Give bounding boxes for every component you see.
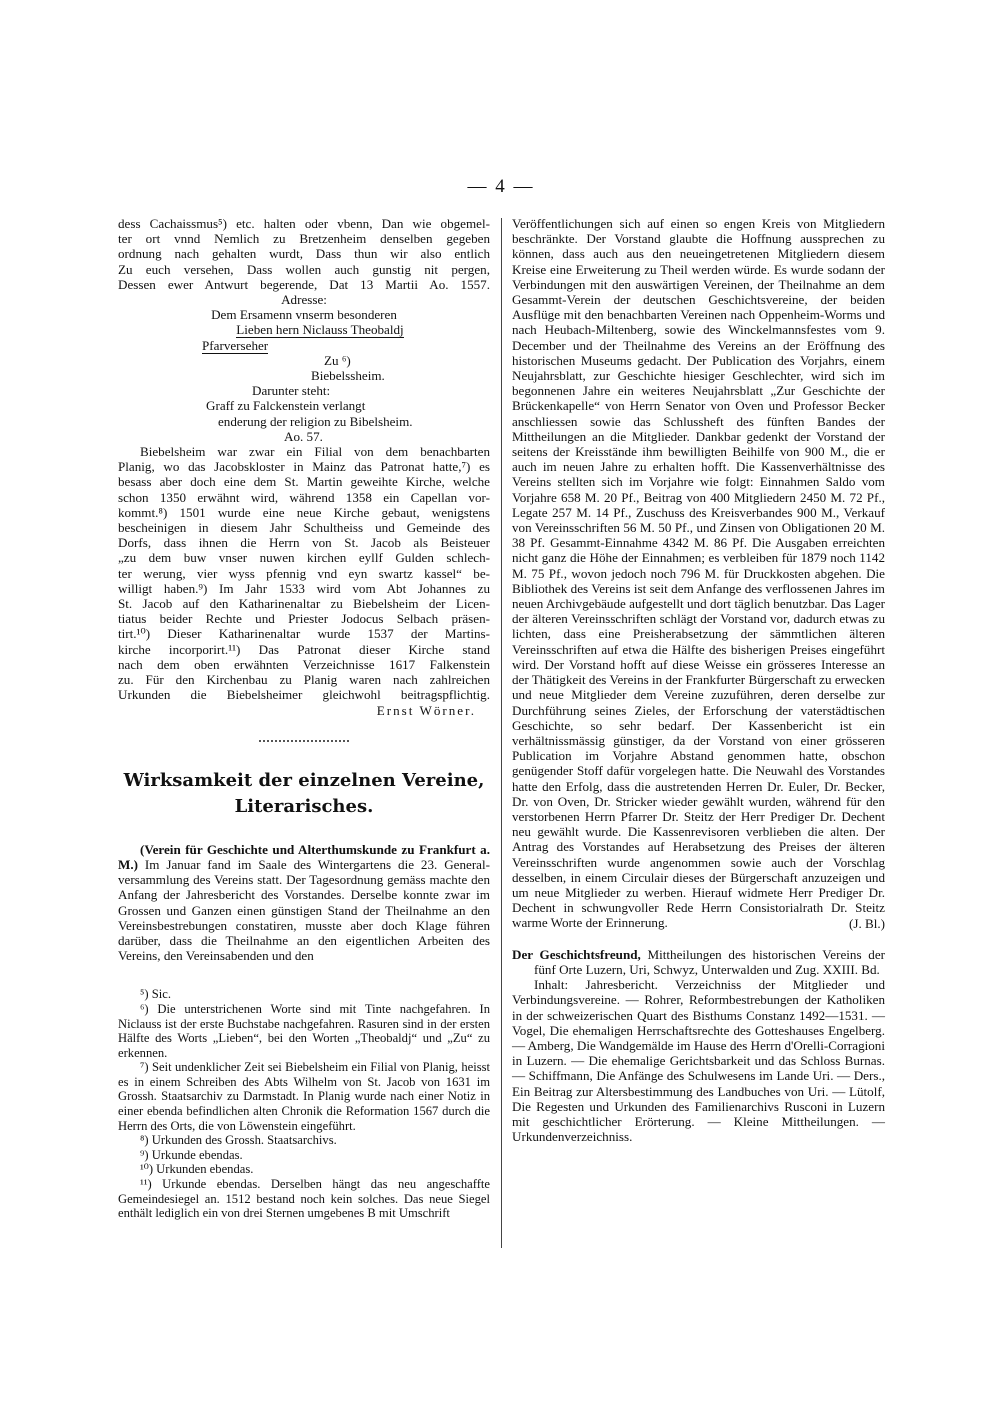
journal-contents: Inhalt: Jahresbericht. Verzeichniss der Mitglieder und Verbindungsvereine. — Rohrer, Reformbestrebungen der Katholiken in der schweizerischen Quart des Bisthums Constanz 1492—1531. — Vogel, Die ehemaligen Herrschaftsrechte des Gotteshauses Engelberg. — Amberg, Die Wandgemälde im Hause des Herrn d'Orelli-Corragioni in Luzern. — Die ehemalige Gerichtsbarkeit und das Schloss Burnas. — Schiffmann, Die Anfänge des Schulwesens im Lande Uri. — Ders., Ein Beitrag zur Altersbestimmung des Landbuches von Uri. — Lütolf, Die Regesten und Urkunden des Familienarchivs Rusconi in Luzern mit geschichtlicher Erörterung. — Kleine Mittheilungen. — Urkundenverzeichniss. (512, 977, 885, 1145)
footnote: ⁵) Sic. (140, 987, 171, 1002)
endorsement-line: Graff zu Falckenstein verlangt (206, 398, 366, 414)
journal-description: Mittheilungen des historischen Vereins der fünf Orte Luzern, Uri, Schwyz, Unterwalden und Zug. XXIII. Bd. (534, 946, 885, 977)
footnote: ⁸) Urkunden des Grossh. Staatsarchivs. (140, 1133, 337, 1148)
letter-line: Dessen ewer Antwurt begerende, Dat 13 Martii Ao. 1557. (118, 276, 490, 292)
body-line: kommt.⁸) 1501 wurde eine neue Kirche gebaut, wenigstens (118, 504, 490, 520)
address-line: Biebelssheim. (311, 368, 385, 384)
address-line (118, 338, 490, 353)
body-line: tirt.¹⁰) Dieser Katharinenaltar wurde 1537 der Martins- (118, 626, 490, 642)
body-line: zu. Für den Kirchenbau zu Planig waren nach zahlreichen (118, 672, 490, 688)
page-number: — 4 — (467, 176, 535, 197)
journal-title: Der Geschichtsfreund, (512, 946, 641, 962)
endorsement-line: Ao. 57. (284, 428, 323, 444)
letter-line: dess Cachaissmus⁵) etc. halten oder vbenn, Dan wie obgemel- (118, 216, 490, 231)
journal-entry (512, 947, 885, 977)
body-line: Biebelsheim war zwar ein Filial von dem benachbarten (140, 444, 490, 460)
section-ornament (259, 740, 349, 742)
author-signature: Ernst Wörner. (376, 702, 476, 718)
body-line: tiatus beider Rechte und Priester Jodocus Selbach präsen- (118, 611, 490, 627)
footnote: ¹⁰) Urkunden ebendas. (140, 1162, 254, 1177)
column-divider (501, 218, 502, 1248)
section-heading: Wirksamkeit der einzelnen Vereine, (123, 769, 485, 791)
body-line: ter werung, vier wyss pfennig vnd eyn swartz kassel“ be- (118, 565, 490, 581)
report-paragraph: Veröffentlichungen sich auf einen so engen Kreis von Mitgliedern beschränkte. Der Vorstand glaubte die Hoffnung aussprechen zu können, dass auch aus den neueingetretenen Mitgliedern diesem Kreise eine Erweiterung zu Theil werden würde. Es wurde sodann der Verbindungen mit den auswärtigen Vereinen, der Theilnahme an dem Gesammt-Verein der deutschen Geschichtsvereine, der beiden Ausflüge mit den benachbarten Vereinen nach Oppenheim-Worms und nach Heubach-Miltenberg, sowie des Winckelmannsfestes vom 9. December und der Theilnahme des Vereins an der Eröffnung des historischen Museums gedacht. Der Publication des Vorjahrs, einem Neujahrsblatt, zur Geschichte hiesiger Geschlechter, wird sich im begonnenen Jahre ein weiteres Neujahrsblatt „Zur Geschichte der Brückenkapelle“ von Herrn Senator von Oven und Professor Becker anschliessen sowie das Schlussheft des fünften Bandes der Mittheilungen an die Mitglieder. Dankbar gedenkt der Vorstand der seitens der Kreisstände ihm bewilligten Beihilfe von 900 M., die er auch im neuen Jahre zu erhalten hofft. Die Kassenverhältnisse des Vereins stellten sich im Vorjahre wie folgt: Einnahmen Saldo vom Vorjahre 658 M. 20 Pf., Beitrag von 400 Mitgliedern 2450 M. 72 Pf., Legate 257 M. 14 Pf., Zuschuss des Kreisverbandes 900 M., Verkauf von Vereinsschriften 56 M. 50 Pf., und Zinsen von Obligationen 20 M. 38 Pf. Gesammt-Einnahme 4342 M. 86 Pf. Die Ausgaben erreichten nicht ganz die Höhe der Einnahmen; es verbleiben für 1879 noch 1142 M. 75 Pf., wovon jedoch noch 796 M. für Druckkosten abgehen. Die Bibliothek des Vereins ist seit dem Anfange des verflossenen Jahres im neuen Archivgebäude aufgestellt und dort täglich benutzbar. Das Lager der älteren Vereinsschriften schlägt der Vorstand vor, dadurch etwas zu lichten, dass eine Preisherabsetzung der sämmtlichen älteren Vereinsschriften auf etwa die Hälfte des bisherigen Preises eingeführt wird. Der Vorstand hofft auf diese Weisse ein grösseres Interesse an der Thätigkeit des Vereins in der Frankfurter Bürgerschaft zu erwecken und neue Mitglieder dem Vereine zuzuführen, deren derselbe zur Durchführung seines Zieles, der Erforschung der vaterstädtischen Geschichte, so sehr bedarf. Der Kassenbericht ist ein verhältnissmässig günstiger, da der Vorstand von einer grösseren Publication im Vorjahre Abstand genommen hatte, obschon genügender Stoff dafür vorgelegen hatte. Die Neuwahl des Vorstandes hatte den Erfolg, dass die austretenden Herren Dr. Euler, Dr. Becker, Dr. von Oven, Dr. Stricker wieder gewählt wurden, während für den verstorbenen Herrn Pfarrer Dr. Steitz der Herr Prediger Dr. Dechent neu gewählt wurde. Die Kassenrevisoren verblieben die alten. Der Antrag des Vorstandes auf Herabsetzung des Preises der älteren Vereinsschriften wurde angenommen sowie auch der Vorschlag desselben, in einem Circulair dieses der Bürgerschaft anzuzeigen und um neue Mitglieder zu werben. Hierauf widmete Herr Prediger Dr. Dechent in schwungvoller Rede Herrn Consistorialrath Dr. Steitz warme Worte der Erinnerung. (512, 216, 885, 931)
body-line: Dorfs, dass ihnen die Herrn von St. Jacob als Beisteuer (118, 535, 490, 551)
body-line: nach dem oben erwähnten Verzeichnisse 1617 Falkenstein (118, 656, 490, 672)
verein-text: Im Januar fand im Saale des Wintergartens die 23. General-versammlung des Vereins statt. Der Tagesordnung gemäss machte den Anfang der Jahresbericht des Vorstandes. Derselbe konnte zwar im Grossen und Ganzen einen günstigen Stand der Theilnahme an den Vereinsbestrebungen constatiren, musste aber doch Klage führen darüber, dass die Theilnahme an den eigentlichen Arbeiten des Vereins, den Vereinsabenden und den (118, 856, 490, 964)
body-line: besass aber doch eine dem St. Martin geweihte Kirche, welche (118, 474, 490, 490)
body-line: St. Jacob auf den Katharinenaltar zu Biebelsheim der Licen- (118, 596, 490, 612)
footnote: ⁷) Seit undenklicher Zeit sei Biebelsheim ein Filial von Planig, heisst es in einem Schreiben des Abts Wilhelm von St. Jacob von 1631 im Grossh. Staatsarchiv zu Darmstadt. In Planig wurde nach einer Notiz in einer ebenda befindlichen alten Chronik die Reformation 1567 durch die Herrn des Orts, die von Löwenstein eingeführt. (118, 1060, 490, 1133)
body-line: willigt haben.⁹) Im Jahr 1533 wird vom Abt Johannes zu (118, 580, 490, 596)
footnotes (118, 987, 490, 1221)
right-column (512, 216, 885, 1144)
underlined-address: Pfarverseher (202, 337, 269, 353)
letter-line: ter ort vnnd Nemlich zu Bretzenheim denselben gegeben (118, 231, 490, 247)
section-heading: Literarisches. (234, 795, 374, 817)
endorsement-label: Darunter steht: (252, 383, 331, 399)
letter-line: Zu euch versehen, Dass wollen auch gunstig nit pergen, (118, 261, 490, 277)
body-line: kirche incorporirt.¹¹) Das Patronat dieser Kirche stand (118, 641, 490, 657)
address-label: Adresse: (281, 292, 327, 308)
address-line (118, 322, 490, 337)
body-line: Planig, wo das Jacobskloster in Mainz das Patronat hatte,⁷) es (118, 459, 490, 475)
address-line: Zu ⁶) (324, 352, 351, 368)
verein-name: (Verein für Geschichte und Alterthumskunde zu Frankfurt a. M.) (118, 841, 490, 872)
footnote: ¹¹) Urkunde ebendas. Derselben hängt das neu angeschaffte Gemeindesiegel an. 1512 bestand noch kein solches. Das neue Siegel enthält lediglich ein von drei Sternen umgebenes B mit Umschrift (118, 1177, 490, 1221)
left-column (118, 216, 490, 1221)
address-line: Dem Ersamenn vnserm besonderen (211, 307, 397, 323)
body-line: bescheinigen in diesem Jahr Schultheiss und Gemeinde des (118, 520, 490, 536)
letter-line: ordnung nach gehalten wurdt, Dass thun wir also entlich (118, 246, 490, 262)
footnote: ⁹) Urkunde ebendas. (140, 1147, 243, 1162)
body-line: „zu dem buw vnser nuwen kirchen eyllf Gulden schlech- (118, 550, 490, 566)
body-line: schon 1350 erwähnt wird, während 1358 ein Capellan vor- (118, 489, 490, 505)
report-signature: (J. Bl.) (848, 915, 885, 931)
underlined-address: Lieben hern Niclauss Theobaldj (236, 322, 404, 338)
footnote: ⁶) Die unterstrichenen Worte sind mit Tinte nachgefahren. In Niclauss ist der erste Buchstabe nachgefahren. Rasuren sind in der ersten Hälfte des Worts „Lieben“, bei den Worten „Theobaldj“ und „Zu“ zu erkennen. (118, 1001, 490, 1060)
body-line: Urkunden die Biebelsheimer gleichwohl beitragspflichtig. (118, 687, 490, 703)
verein-paragraph (118, 842, 490, 964)
endorsement-line: enderung der religion zu Bibelsheim. (218, 413, 413, 429)
